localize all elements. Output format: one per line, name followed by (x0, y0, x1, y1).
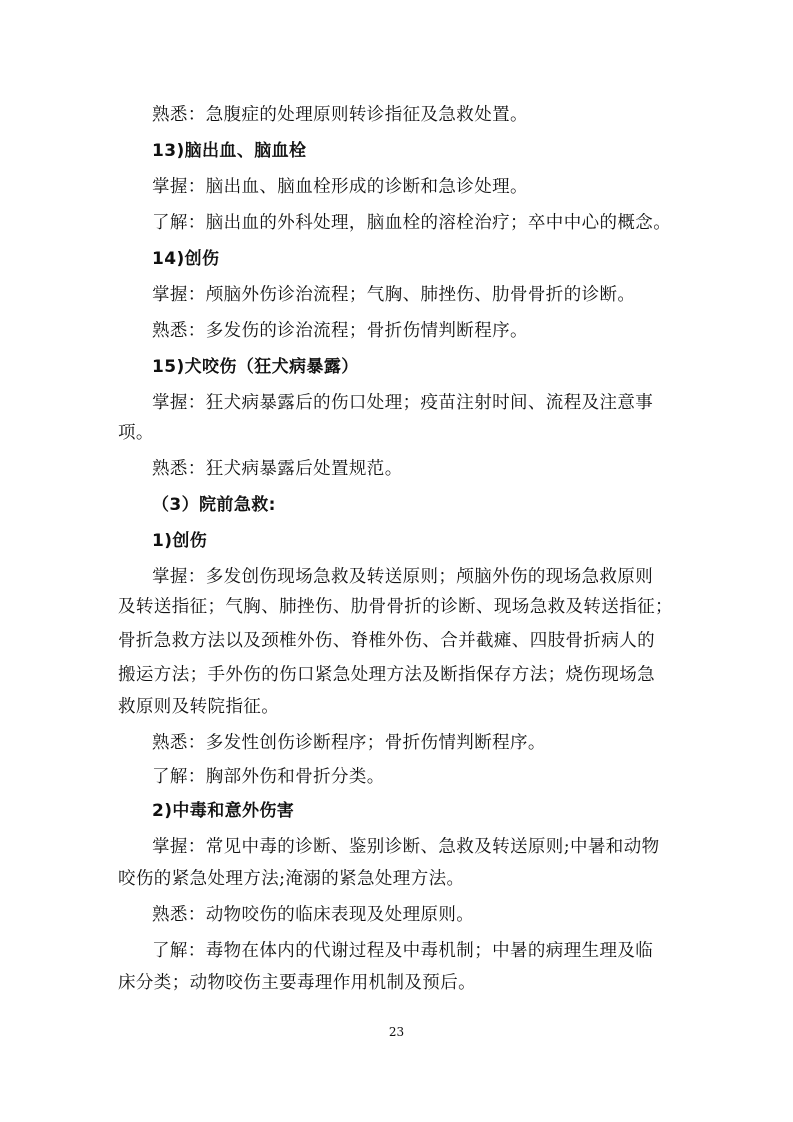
paragraph-line: 熟悉：多发性创伤诊断程序；骨折伤情判断程序。 (152, 733, 546, 753)
section-heading: 13)脑出血、脑血栓 (152, 141, 307, 161)
section-heading: 15)犬咬伤（狂犬病暴露） (152, 357, 359, 377)
section-heading: 14)创伤 (152, 249, 220, 269)
paragraph-line: 及转送指征；气胸、肺挫伤、肋骨骨折的诊断、现场急救及转送指征； (118, 597, 673, 617)
paragraph-line: 掌握：脑出血、脑血栓形成的诊断和急诊处理。 (152, 177, 528, 197)
paragraph-line: 熟悉：急腹症的处理原则转诊指征及急救处置。 (152, 105, 528, 125)
paragraph-line: 熟悉：狂犬病暴露后处置规范。 (152, 459, 403, 479)
paragraph-line: 骨折急救方法以及颈椎外伤、脊椎外伤、合并截瘫、四肢骨折病人的 (118, 631, 655, 651)
section-heading: （3）院前急救: (152, 495, 276, 515)
paragraph-line: 床分类；动物咬伤主要毒理作用机制及预后。 (118, 973, 476, 993)
paragraph-line: 掌握：常见中毒的诊断、鉴别诊断、急救及转送原则;中暑和动物 (152, 837, 660, 857)
paragraph-line: 了解：胸部外伤和骨折分类。 (152, 767, 385, 787)
paragraph-line: 熟悉：多发伤的诊治流程；骨折伤情判断程序。 (152, 321, 528, 341)
section-heading: 1)创伤 (152, 531, 208, 551)
paragraph-line: 搬运方法；手外伤的伤口紧急处理方法及断指保存方法；烧伤现场急 (118, 665, 655, 685)
page-number: 23 (388, 1025, 405, 1039)
paragraph-line: 咬伤的紧急处理方法;淹溺的紧急处理方法。 (118, 869, 465, 889)
paragraph-line: 救原则及转院指征。 (118, 697, 280, 717)
paragraph-line: 掌握：颅脑外伤诊治流程；气胸、肺挫伤、肋骨骨折的诊断。 (152, 285, 636, 305)
paragraph-line: 掌握：狂犬病暴露后的伤口处理；疫苗注射时间、流程及注意事 (152, 393, 654, 413)
section-heading: 2)中毒和意外伤害 (152, 801, 295, 821)
paragraph-line: 了解：脑出血的外科处理，脑血栓的溶栓治疗；卒中中心的概念。 (152, 213, 672, 233)
paragraph-line: 掌握：多发创伤现场急救及转送原则；颅脑外伤的现场急救原则 (152, 567, 654, 587)
paragraph-line: 熟悉：动物咬伤的临床表现及处理原则。 (152, 905, 475, 925)
paragraph-line: 了解：毒物在体内的代谢过程及中毒机制；中暑的病理生理及临 (152, 941, 654, 961)
paragraph-line: 项。 (118, 423, 154, 443)
